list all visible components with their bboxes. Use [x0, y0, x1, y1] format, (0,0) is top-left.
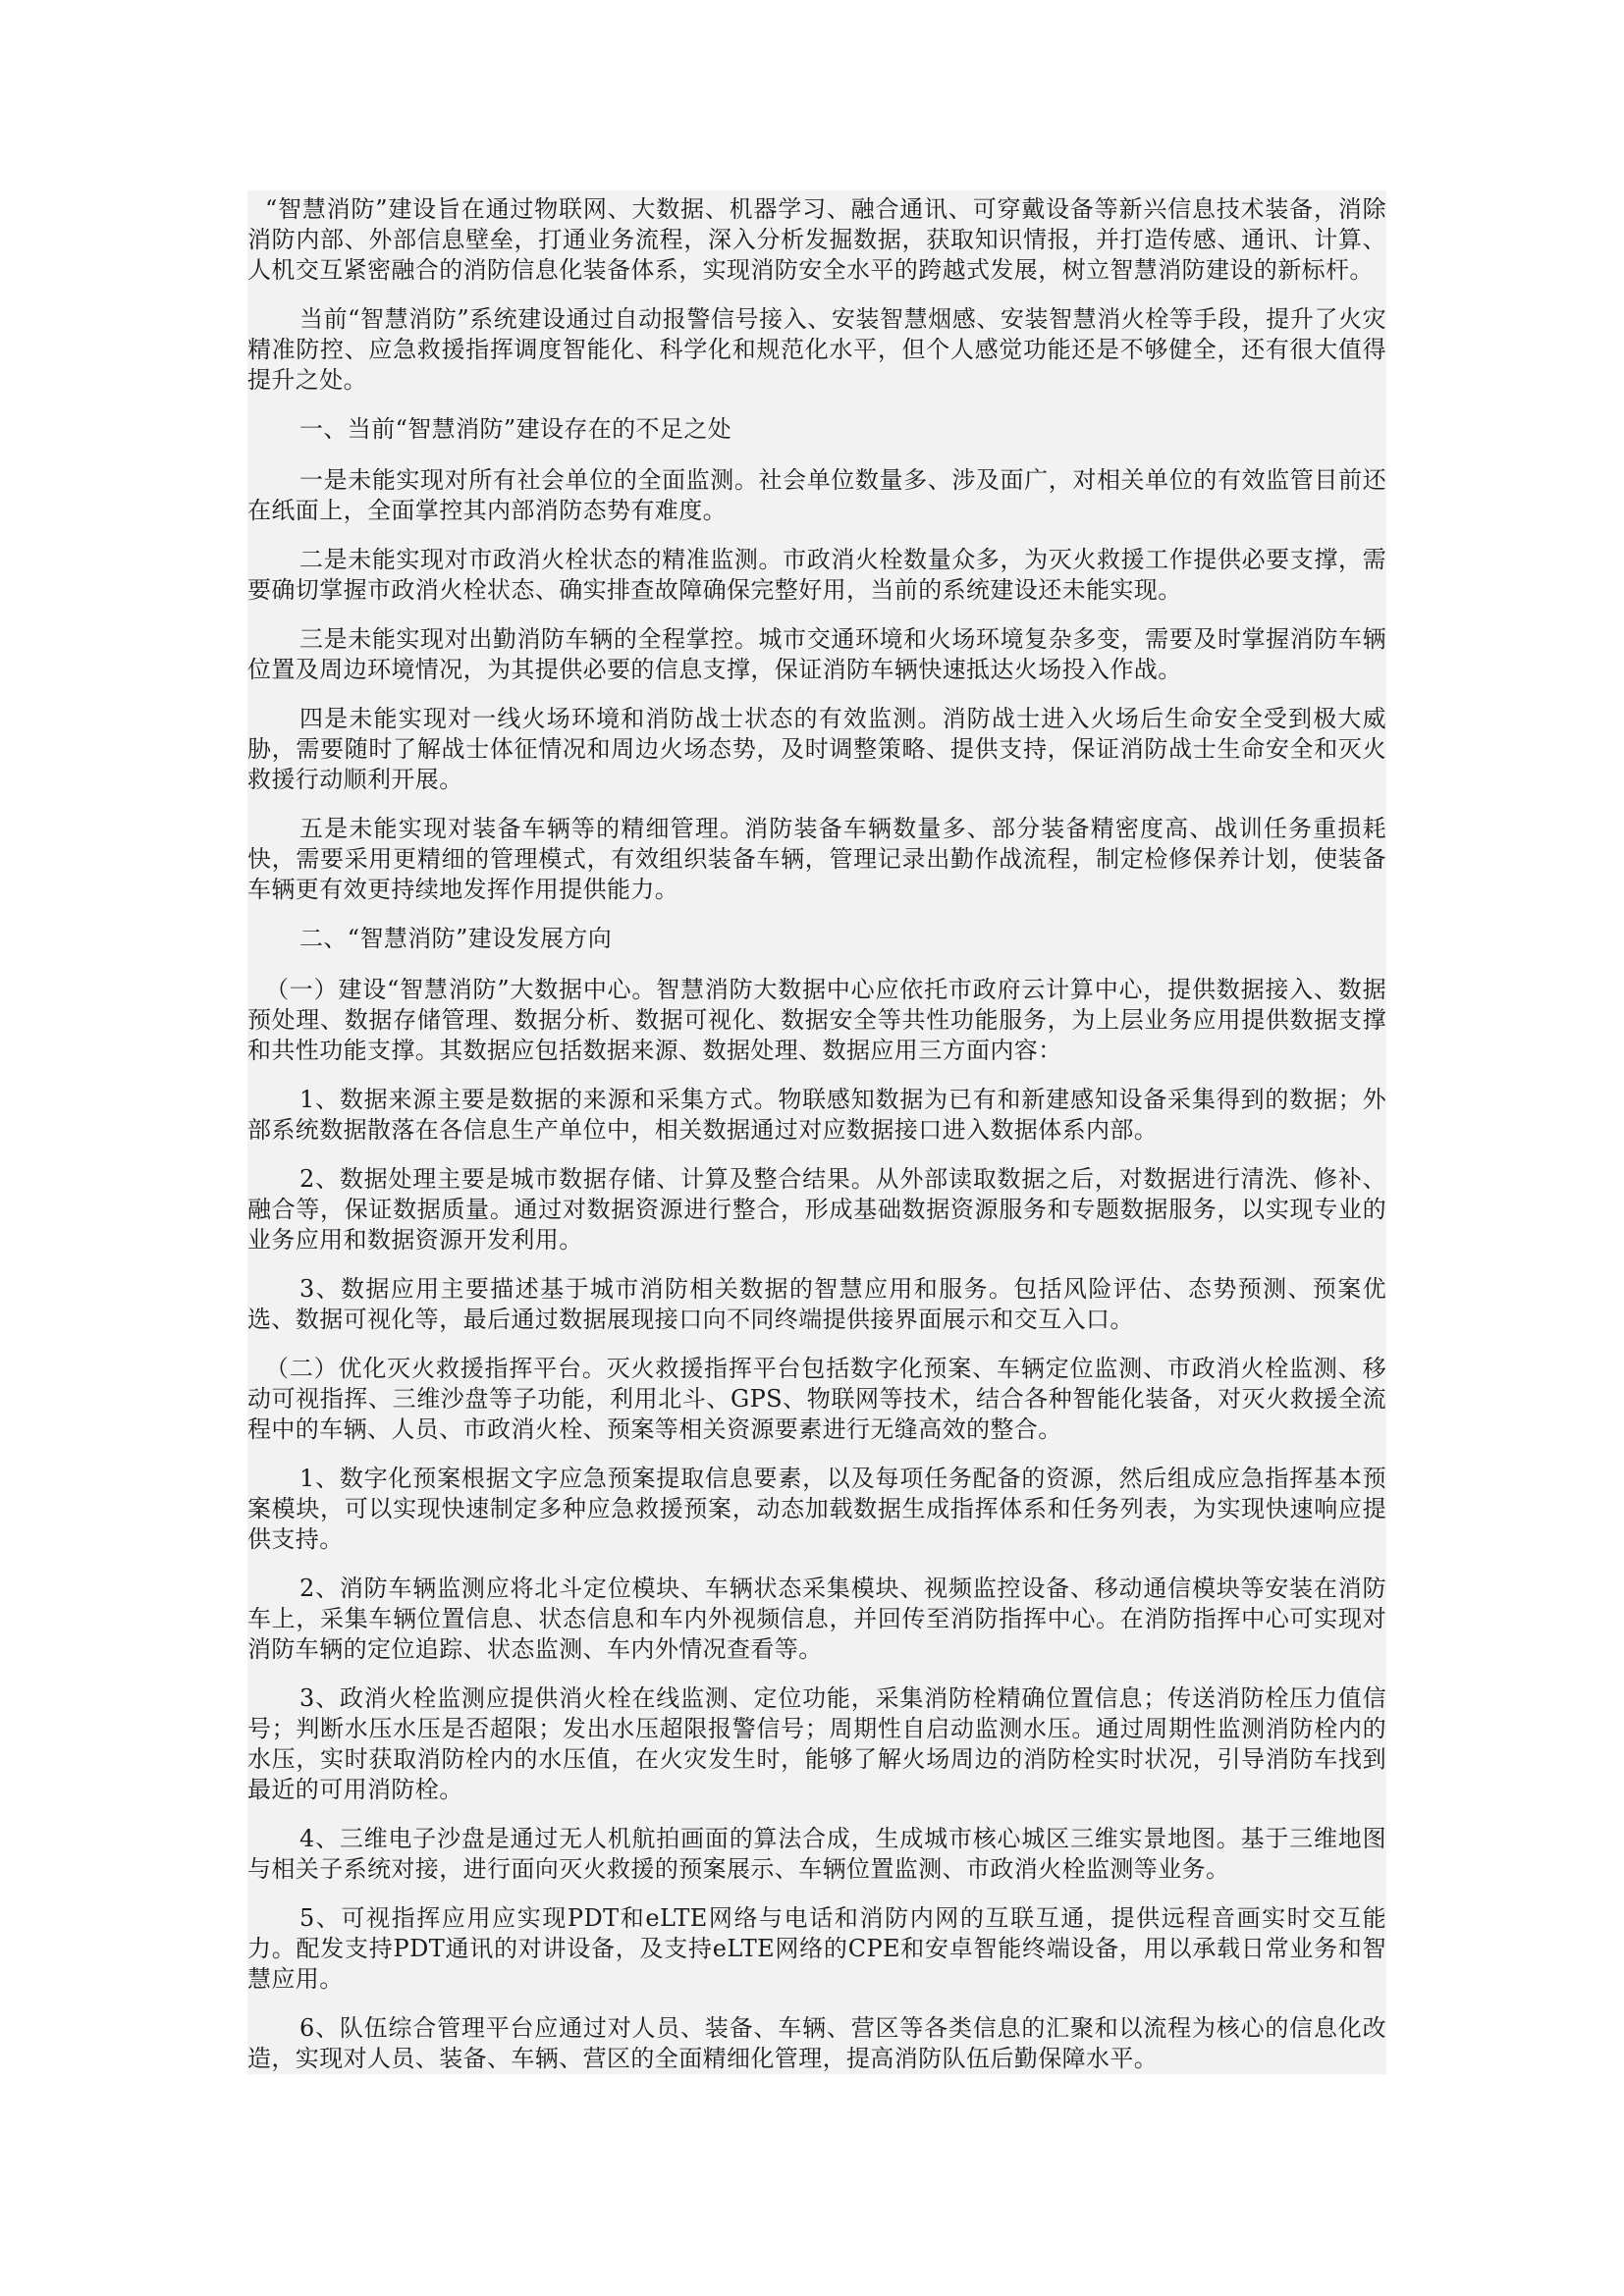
data-source-paragraph: 1、数据来源主要是数据的来源和采集方式。物联感知数据为已有和新建感知设备采集得到的数据；外部系统数据散落在各信息生产单位中，相关数据通过对应数据接口进入数据体系内部。 — [247, 1086, 1386, 1144]
direction-1-paragraph: （一）建设“智慧消防”大数据中心。智慧消防大数据中心应依托市政府云计算中心，提供数据接入、数据预处理、数据存储管理、数据分析、数据可视化、数据安全等共性功能服务，为上层业务应用提供数据支撑和共性功能支撑。其数据应包括数据来源、数据处理、数据应用三方面内容： — [247, 976, 1386, 1064]
digital-plan-paragraph: 1、数字化预案根据文字应急预案提取信息要素，以及每项任务配备的资源，然后组成应急指挥基本预案模块，可以实现快速制定多种应急救援预案，动态加载数据生成指挥体系和任务列表，为实现快速响应提供支持。 — [247, 1465, 1386, 1553]
article-body — [247, 190, 1386, 2074]
data-processing-paragraph: 2、数据处理主要是城市数据存储、计算及整合结果。从外部读取数据之后，对数据进行清洗、修补、融合等，保证数据质量。通过对数据资源进行整合，形成基础数据资源服务和专题数据服务，以实现专业的业务应用和数据资源开发利用。 — [247, 1165, 1386, 1254]
intro-paragraph: “智慧消防”建设旨在通过物联网、大数据、机器学习、融合通讯、可穿戴设备等新兴信息技术装备，消除消防内部、外部信息壁垒，打通业务流程，深入分析发掘数据，获取知识情报，并打造传感、通讯、计算、人机交互紧密融合的消防信息化装备体系，实现消防安全水平的跨越式发展，树立智慧消防建设的新标杆。 — [247, 195, 1386, 284]
team-management-paragraph: 6、队伍综合管理平台应通过对人员、装备、车辆、营区等各类信息的汇聚和以流程为核心的信息化改造，实现对人员、装备、车辆、营区的全面精细化管理，提高消防队伍后勤保障水平。 — [247, 2014, 1386, 2072]
hydrant-monitoring-paragraph: 3、政消火栓监测应提供消火栓在线监测、定位功能，采集消防栓精确位置信息；传送消防栓压力值信号；判断水压水压是否超限；发出水压超限报警信号；周期性自启动监测水压。通过周期性监测消防栓内的水压，实时获取消防栓内的水压值，在火灾发生时，能够了解火场周边的消防栓实时状况，引导消防车找到最近的可用消防栓。 — [247, 1684, 1386, 1803]
section-heading-directions: 二、“智慧消防”建设发展方向 — [299, 925, 613, 952]
section-heading-shortcomings: 一、当前“智慧消防”建设存在的不足之处 — [299, 415, 732, 443]
visual-command-paragraph: 5、可视指挥应用应实现PDT和eLTE网络与电话和消防内网的互联互通，提供远程音画实时交互能力。配发支持PDT通讯的对讲设备，及支持eLTE网络的CPE和安卓智能终端设备，用以承载日常业务和智慧应用。 — [247, 1904, 1386, 1993]
shortcoming-5-paragraph: 五是未能实现对装备车辆等的精细管理。消防装备车辆数量多、部分装备精密度高、战训任务重损耗快，需要采用更精细的管理模式，有效组织装备车辆，管理记录出勤作战流程，制定检修保养计划，使装备车辆更有效更持续地发挥作用提供能力。 — [247, 815, 1386, 903]
data-application-paragraph: 3、数据应用主要描述基于城市消防相关数据的智慧应用和服务。包括风险评估、态势预测、预案优选、数据可视化等，最后通过数据展现接口向不同终端提供接界面展示和交互入口。 — [247, 1275, 1386, 1333]
vehicle-monitoring-paragraph: 2、消防车辆监测应将北斗定位模块、车辆状态采集模块、视频监控设备、移动通信模块等安装在消防车上，采集车辆位置信息、状态信息和车内外视频信息，并回传至消防指挥中心。在消防指挥中心可实现对消防车辆的定位追踪、状态监测、车内外情况查看等。 — [247, 1575, 1386, 1663]
shortcoming-1-paragraph: 一是未能实现对所有社会单位的全面监测。社会单位数量多、涉及面广，对相关单位的有效监管目前还在纸面上，全面掌控其内部消防态势有难度。 — [247, 466, 1386, 524]
current-status-paragraph: 当前“智慧消防”系统建设通过自动报警信号接入、安装智慧烟感、安装智慧消火栓等手段，提升了火灾精准防控、应急救援指挥调度智能化、科学化和规范化水平，但个人感觉功能还是不够健全，还有很大值得提升之处。 — [247, 305, 1386, 394]
shortcoming-2-paragraph: 二是未能实现对市政消火栓状态的精准监测。市政消火栓数量众多，为灭火救援工作提供必要支撑，需要确切掌握市政消火栓状态、确实排查故障确保完整好用，当前的系统建设还未能实现。 — [247, 546, 1386, 604]
direction-2-paragraph: （二）优化灭火救援指挥平台。灭火救援指挥平台包括数字化预案、车辆定位监测、市政消火栓监测、移动可视指挥、三维沙盘等子功能，利用北斗、GPS、物联网等技术，结合各种智能化装备，对灭火救援全流程中的车辆、人员、市政消火栓、预案等相关资源要素进行无缝高效的整合。 — [247, 1355, 1386, 1443]
shortcoming-4-paragraph: 四是未能实现对一线火场环境和消防战士状态的有效监测。消防战士进入火场后生命安全受到极大威胁，需要随时了解战士体征情况和周边火场态势，及时调整策略、提供支持，保证消防战士生命安全和灭火救援行动顺利开展。 — [247, 705, 1386, 793]
shortcoming-3-paragraph: 三是未能实现对出勤消防车辆的全程掌控。城市交通环境和火场环境复杂多变，需要及时掌握消防车辆位置及周边环境情况，为其提供必要的信息支撑，保证消防车辆快速抵达火场投入作战。 — [247, 625, 1386, 683]
sand-table-paragraph: 4、三维电子沙盘是通过无人机航拍画面的算法合成，生成城市核心城区三维实景地图。基于三维地图与相关子系统对接，进行面向灭火救援的预案展示、车辆位置监测、市政消火栓监测等业务。 — [247, 1825, 1386, 1883]
